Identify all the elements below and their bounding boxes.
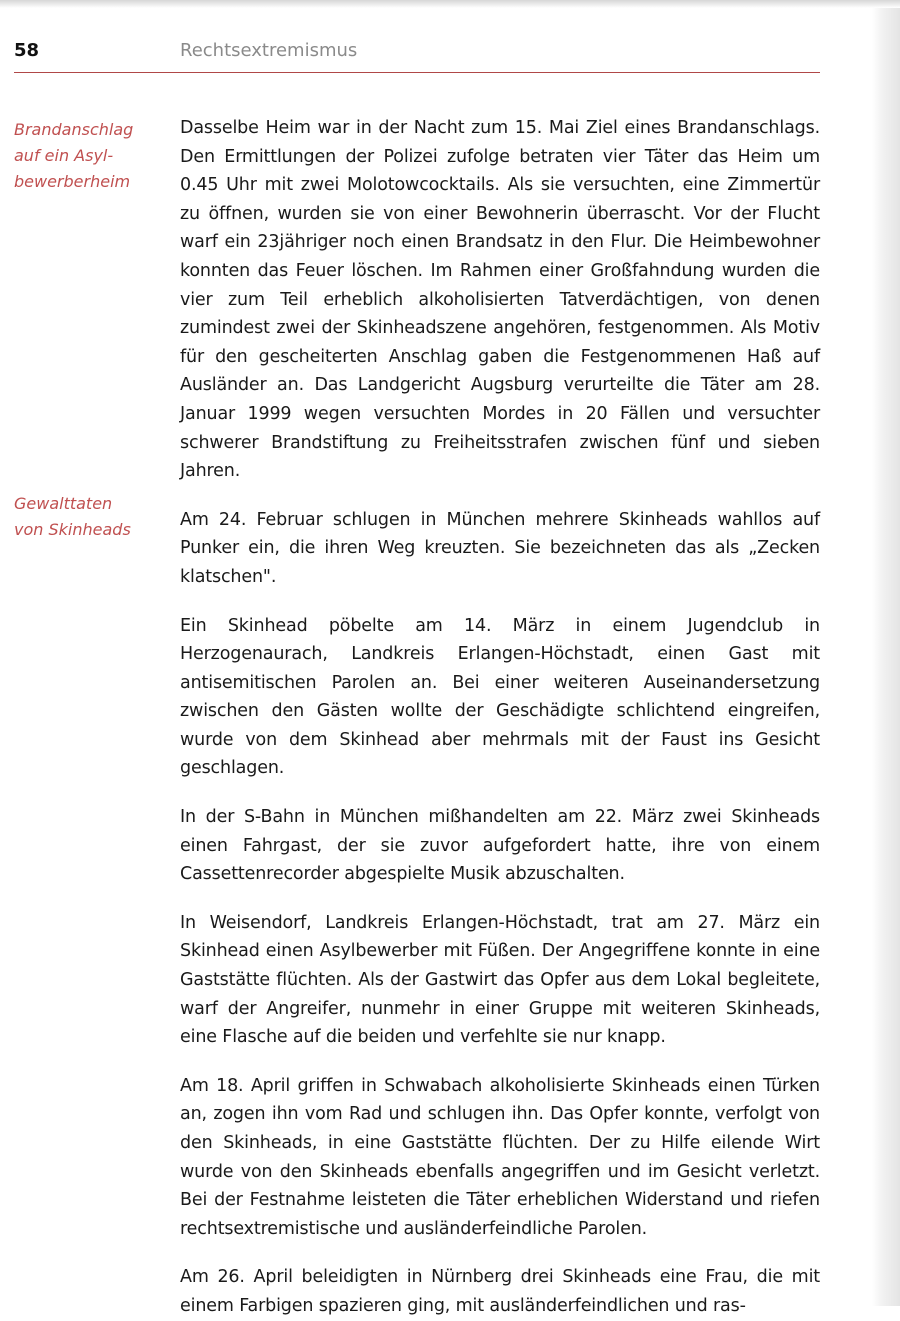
margin-note-line: auf ein Asyl- (14, 146, 114, 165)
body-text (180, 114, 820, 1321)
paragraph: Am 18. April griffen in Schwabach alkoholisierte Skinheads einen Türken an, zogen ihn vom Rad und schlugen ihn. Das Opfer konnte, verfolgt von den Skinheads, in eine Gaststätte flüchten. Der zu Hilfe eilende Wirt wurde von den Skinheads ebenfalls angegriffen und im Gesicht verletzt. Bei der Festnahme leisteten die Täter erheblichen Widerstand und riefen rechtsextremistische und ausländerfeindliche Parolen. (180, 1075, 820, 1239)
paragraph: In Weisendorf, Landkreis Erlangen-Höchstadt, trat am 27. März ein Skinhead einen Asylbewerber mit Füßen. Der Angegriffene konnte in eine Gaststätte flüchten. Als der Gastwirt das Opfer aus dem Lokal begleitete, warf der Angreifer, nunmehr in einer Gruppe mit weiteren Skinheads, eine Flasche auf die beiden und verfehlte sie nur knapp. (180, 912, 820, 1048)
paragraph: Ein Skinhead pöbelte am 14. März in einem Jugendclub in Herzogenaurach, Landkreis Erlangen-Höchstadt, einen Gast mit antisemitischen Parolen an. Bei einer weiteren Auseinandersetzung zwischen den Gästen wollte der Geschädigte schlichtend eingreifen, wurde von dem Skinhead aber mehrmals mit der Faust ins Gesicht geschlagen. (180, 615, 820, 779)
page-number: 58 (14, 40, 40, 61)
margin-note-line: Brandanschlag (14, 120, 134, 139)
margin-note-brandanschlag (14, 117, 164, 195)
paragraph: Am 24. Februar schlugen in München mehrere Skinheads wahllos auf Punker ein, die ihren Weg kreuzten. Sie bezeichneten das als „Zecken klatschen". (180, 509, 820, 587)
running-title: Rechtsextremismus (180, 40, 358, 61)
scan-shadow (0, 0, 900, 8)
paragraph: Am 26. April beleidigten in Nürnberg drei Skinheads eine Frau, die mit einem Farbigen spazieren ging, mit ausländerfeindlichen und ras- (180, 1267, 820, 1316)
margin-note-line: von Skinheads (14, 520, 131, 539)
page-header (14, 40, 820, 73)
paragraph: In der S-Bahn in München mißhandelten am 22. März zwei Skinheads einen Fahrgast, der sie zuvor aufgefordert hatte, ihre von einem Cassettenrecorder abgespielte Musik abzuschalten. (180, 807, 820, 885)
margin-note-gewalttaten (14, 491, 164, 543)
paragraph: Dasselbe Heim war in der Nacht zum 15. Mai Ziel eines Brandanschlags. Den Ermittlungen der Polizei zufolge betraten vier Täter das Heim um 0.45 Uhr mit zwei Molotowcocktails. Als sie versuchten, eine Zimmertür zu öffnen, wurden sie von einer Bewohnerin überrascht. Vor der Flucht warf ein 23jähriger noch einen Brandsatz in den Flur. Die Heimbewohner konnten das Feuer löschen. Im Rahmen einer Großfahndung wurden die vier zum Teil erheblich alkoholisierten Tatverdächtigen, von denen zumindest zwei der Skinheadszene angehören, festgenommen. Als Motiv für den gescheiterten Anschlag gaben die Festgenommenen Haß auf Ausländer an. Das Landgericht Augsburg verurteilte die Täter am 28. Januar 1999 wegen versuchten Mordes in 20 Fällen und versuchter schwerer Brandstiftung zu Freiheitsstrafen zwischen fünf und sieben Jahren. (180, 118, 820, 482)
margin-note-line: Gewalttaten (14, 494, 113, 513)
margin-note-line: bewerberheim (14, 172, 131, 191)
